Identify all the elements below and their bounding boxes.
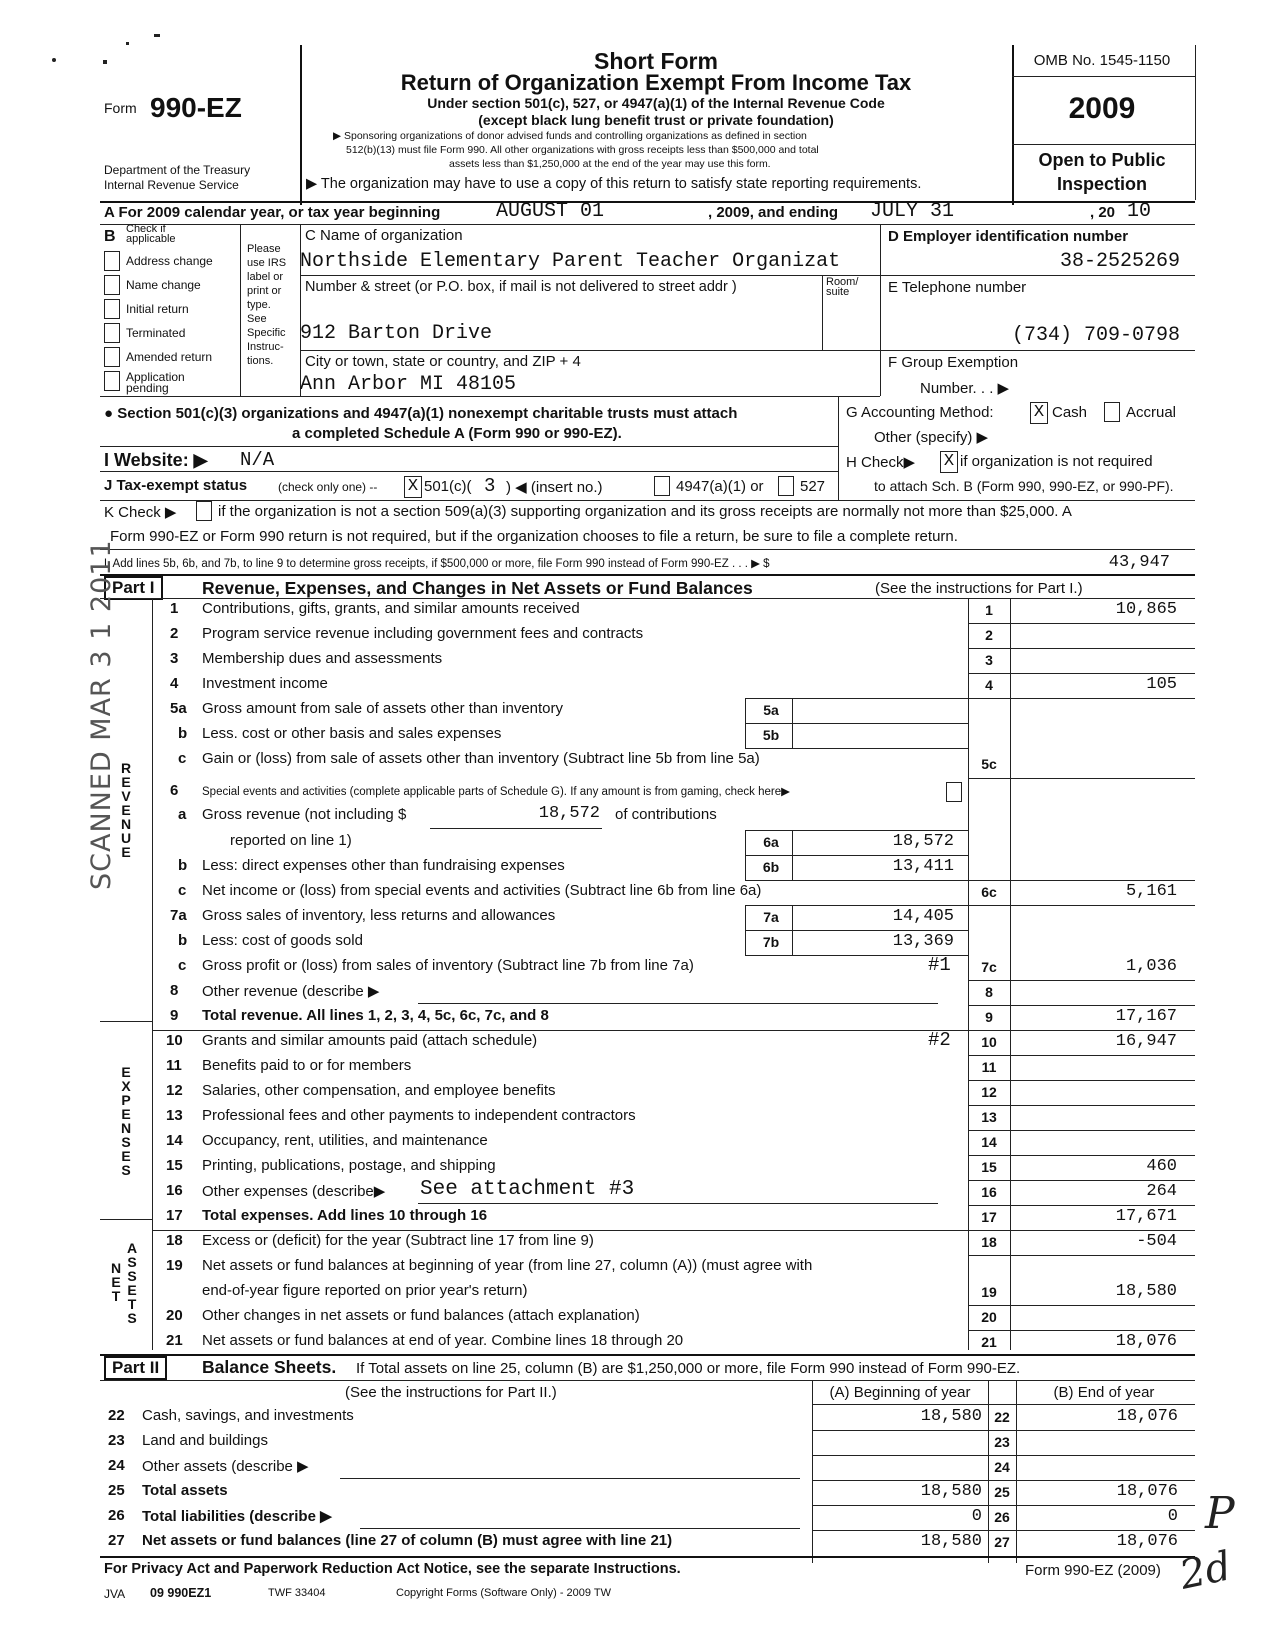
checkbox-amended-return[interactable] <box>104 347 120 367</box>
line-27-col-b[interactable]: 18,076 <box>1116 1532 1178 1551</box>
phone-value[interactable]: (734) 709-0798 <box>1011 324 1180 347</box>
line-16: 16 Other expenses (describe▶ See attachment #3 16 264 <box>166 1178 1177 1201</box>
part1-label: Part I <box>104 576 163 600</box>
checkbox-address-change[interactable] <box>104 251 120 271</box>
line-21-amount[interactable]: 18,076 <box>1115 1332 1177 1351</box>
line-k-checkbox[interactable] <box>196 501 212 521</box>
line-14: 14 Occupancy, rent, utilities, and maintenance 14 <box>166 1132 997 1150</box>
part1-note: (See the instructions for Part I.) <box>875 580 1083 597</box>
line-26-col-a[interactable]: 0 <box>971 1507 982 1526</box>
checkbox-terminated[interactable] <box>104 323 120 343</box>
room-label1: Room/ <box>826 276 859 288</box>
title-under-section: Under section 501(c), 527, or 4947(a)(1) of the Internal Revenue Code <box>427 95 885 111</box>
line-l-text: L Add lines 5b, 6b, and 7b, to line 9 to determine gross receipts, if $500,000 or more, file Form 990 instead of Form 990-EZ . . . ▶ $ <box>104 558 770 570</box>
line-22-col-a[interactable]: 18,580 <box>920 1407 982 1426</box>
col-b-header: (B) End of year <box>1053 1384 1155 1401</box>
line-6: 6 Special events and activities (complete applicable parts of Schedule G). If any amount is from gaming, check here▶ <box>0 782 1272 806</box>
city-label: City or town, state or country, and ZIP + 4 <box>305 353 581 370</box>
check-label-amended-return: Amended return <box>126 350 213 364</box>
line-13: 13 Professional fees and other payments to independent contractors 13 <box>166 1107 997 1125</box>
check-label-terminated: Terminated <box>126 326 186 340</box>
gaming-checkbox[interactable] <box>946 782 962 802</box>
line-7a: 7a Gross sales of inventory, less returns and allowances 7a 14,405 <box>170 907 954 926</box>
line-h-text1: if organization is not required <box>960 453 1153 470</box>
footer-copyright: Copyright Forms (Software Only) - 2009 TW <box>396 1587 611 1599</box>
line-7a-amount[interactable]: 14,405 <box>892 907 954 926</box>
inspection: Inspection <box>1056 174 1147 194</box>
line-5a: 5a Gross amount from sale of assets other than inventory 5a <box>170 700 779 718</box>
line-3: 3 Membership dues and assessments 3 <box>170 650 993 668</box>
scan-speck <box>103 60 107 64</box>
line-4: 4 Investment income 4 105 <box>170 675 1177 694</box>
line-1: 1 Contributions, gifts, grants, and similar amounts received 1 10,865 <box>170 600 1177 619</box>
note-line4: ▶ The organization may have to use a copy of this return to satisfy state reporting requirements. <box>306 176 922 192</box>
line-h-text2: to attach Sch. B (Form 990, 990-EZ, or 990-PF). <box>874 478 1174 494</box>
footer-twf: TWF 33404 <box>268 1587 326 1599</box>
accrual-label: Accrual <box>1126 404 1177 421</box>
ein-label: D Employer identification number <box>888 228 1129 245</box>
line-7b-amount[interactable]: 13,369 <box>892 932 954 951</box>
line-a-year-prefix: , 20 <box>1090 204 1116 221</box>
title-except: (except black lung benefit trust or private foundation) <box>478 112 834 128</box>
line-22: 22 Cash, savings, and investments 18,580 22 18,076 <box>108 1407 1178 1426</box>
side-label-net: NET <box>108 1260 124 1302</box>
line-6b-amount[interactable]: 13,411 <box>892 857 954 876</box>
note-line1: ▶ Sponsoring organizations of donor advised funds and controlling organizations as defined in section <box>333 130 807 142</box>
side-label-expenses: EXPENSES <box>118 1064 134 1176</box>
title-main: Return of Organization Exempt From Income Tax <box>400 70 912 95</box>
line-6a-amount[interactable]: 18,572 <box>892 832 954 851</box>
scan-speck <box>52 58 56 62</box>
dept-line1: Department of the Treasury <box>104 163 251 177</box>
line-18: 18 Excess or (deficit) for the year (Subtract line 17 from line 9) 18 -504 <box>166 1232 1177 1251</box>
part2-instructions: (See the instructions for Part II.) <box>345 1384 557 1401</box>
501c-insert-note: ) ◀ (insert no.) <box>506 479 603 496</box>
line-10: 10 Grants and similar amounts paid (attach schedule) #2 10 16,947 <box>166 1029 1177 1051</box>
line-7c: c Gross profit or (loss) from sales of inventory (Subtract line 7b from line 7a) #1 7c 1,036 <box>178 954 1177 976</box>
line-1-amount[interactable]: 10,865 <box>1115 600 1177 619</box>
line-15-amount[interactable]: 460 <box>1146 1157 1177 1176</box>
line-21: 21 Net assets or fund balances at end of year. Combine lines 18 through 20 21 18,076 <box>166 1332 1177 1351</box>
line-22-col-b[interactable]: 18,076 <box>1116 1407 1178 1426</box>
form-ref-footer: Form 990-EZ (2009) <box>1025 1562 1161 1579</box>
line-17: 17 Total expenses. Add lines 10 through 16 17 17,671 <box>166 1207 1177 1226</box>
open-to-public: Open to Public <box>1038 150 1166 170</box>
line-6a-reported: reported on line 1) 6a 18,572 <box>230 832 954 851</box>
line-16-describe[interactable]: See attachment #3 <box>420 1178 635 1201</box>
website-value[interactable]: N/A <box>240 449 275 471</box>
note-line3: assets less than $1,250,000 at the end of the year may use this form. <box>449 158 771 170</box>
line-27-col-a[interactable]: 18,580 <box>920 1532 982 1551</box>
line-6c: c Net income or (loss) from special events and activities (Subtract line 6b from line 6a) 6c 5,161 <box>178 882 1177 901</box>
website-label: I Website: ▶ <box>104 450 208 470</box>
scan-speck <box>154 34 160 37</box>
city-state-zip[interactable]: Ann Arbor MI 48105 <box>300 373 517 396</box>
part2-note: If Total assets on line 25, column (B) are $1,250,000 or more, file Form 990 instead of Form 990-EZ. <box>356 1360 1021 1377</box>
handwritten-p: P <box>1205 1488 1235 1539</box>
footer-code: 09 990EZ1 <box>150 1586 212 1600</box>
line-k-text2: Form 990-EZ or Form 990 return is not required, but if the organization chooses to file a return, be sure to file a complete return. <box>110 528 958 545</box>
schedule-b-checkbox[interactable]: X <box>940 451 958 473</box>
scan-speck <box>126 42 129 45</box>
line-10-amount[interactable]: 16,947 <box>1115 1032 1177 1051</box>
line-19-amount[interactable]: 18,580 <box>1115 1282 1177 1301</box>
phone-label: E Telephone number <box>888 279 1027 296</box>
accrual-checkbox[interactable] <box>1104 402 1120 422</box>
check-if-header1: Check if <box>126 223 166 235</box>
tax-year-begin[interactable]: AUGUST 01 <box>496 200 605 223</box>
line-6a-contributions[interactable]: 18,572 <box>538 804 600 823</box>
dept-line2: Internal Revenue Service <box>104 178 239 192</box>
part2-label: Part II <box>104 1356 167 1380</box>
check-label-name-change: Name change <box>126 278 201 292</box>
org-name-label: C Name of organization <box>305 227 463 244</box>
omb-number: OMB No. 1545-1150 <box>1033 52 1171 69</box>
line-10-ref: #2 <box>928 1029 951 1051</box>
527-label: 527 <box>800 478 826 495</box>
room-label2: suite <box>826 286 850 298</box>
cash-checkbox[interactable]: X <box>1030 402 1048 424</box>
line-6c-amount[interactable]: 5,161 <box>1125 882 1177 901</box>
line-26-col-b[interactable]: 0 <box>1167 1507 1178 1526</box>
b-label: B <box>104 228 116 245</box>
line-5b: b Less. cost or other basis and sales expenses 5b <box>178 725 780 743</box>
line-7c-ref: #1 <box>928 954 951 976</box>
4947-checkbox[interactable] <box>654 476 670 496</box>
checkbox-application-pending[interactable] <box>104 371 120 391</box>
line-6b: b Less: direct expenses other than fundraising expenses 6b 13,411 <box>178 857 954 876</box>
line-12: 12 Salaries, other compensation, and employee benefits 12 <box>166 1082 997 1100</box>
scanned-stamp: SCANNED MAR 3 1 2011 <box>86 539 117 890</box>
line-25-col-b[interactable]: 18,076 <box>1116 1482 1178 1501</box>
street-address[interactable]: 912 Barton Drive <box>300 322 493 345</box>
line-18-amount[interactable]: -504 <box>1136 1232 1177 1251</box>
footer-jva: JVA <box>104 1587 126 1601</box>
4947-label: 4947(a)(1) or <box>676 478 764 495</box>
title-short-form: Short Form <box>594 48 718 74</box>
part1-title: Revenue, Expenses, and Changes in Net Assets or Fund Balances <box>202 578 753 598</box>
527-checkbox[interactable] <box>778 476 794 496</box>
col-a-header: (A) Beginning of year <box>829 1384 971 1401</box>
line-j-small: (check only one) -- <box>278 480 378 494</box>
side-label-revenue: REVENUE <box>118 760 134 858</box>
line-a-label: A For 2009 calendar year, or tax year beginning <box>104 204 441 221</box>
form-number: 990-EZ <box>150 92 242 123</box>
checkbox-name-change[interactable] <box>104 275 120 295</box>
part2-title: Balance Sheets. <box>202 1357 337 1377</box>
line-25-col-a[interactable]: 18,580 <box>920 1482 982 1501</box>
501c-label: 501(c)( <box>424 478 472 495</box>
group-exemption-number[interactable]: Number. . . ▶ <box>920 380 1010 397</box>
section-501-line1: ● Section 501(c)(3) organizations and 4947(a)(1) nonexempt charitable trusts must attach <box>104 405 738 422</box>
side-label-assets: ASSETS <box>124 1240 140 1324</box>
line-23: 23 Land and buildings 23 <box>108 1432 1010 1450</box>
other-method-label[interactable]: Other (specify) ▶ <box>874 429 989 446</box>
check-if-header2: applicable <box>126 233 176 245</box>
line-h-label: H Check▶ <box>846 454 916 471</box>
line-17-amount[interactable]: 17,671 <box>1115 1207 1177 1226</box>
org-name[interactable]: Northside Elementary Parent Teacher Organizat <box>300 250 841 273</box>
line-20: 20 Other changes in net assets or fund balances (attach explanation) 20 <box>166 1307 997 1325</box>
line-19: 19 Net assets or fund balances at beginning of year (from line 27, column (A)) (must agree with <box>166 1257 813 1274</box>
line-8: 8 Other revenue (describe ▶ 8 <box>170 982 993 1000</box>
line-7c-amount[interactable]: 1,036 <box>1125 957 1177 976</box>
check-label-application-pending: Application pending <box>126 370 185 395</box>
section-501-line2: a completed Schedule A (Form 990 or 990-EZ). <box>292 425 622 442</box>
group-exemption-label: F Group Exemption <box>888 354 1019 371</box>
line-9: 9 Total revenue. All lines 1, 2, 3, 4, 5c, 6c, 7c, and 8 9 17,167 <box>170 1007 1177 1026</box>
street-label: Number & street (or P.O. box, if mail is not delivered to street addr ) <box>305 279 737 295</box>
tax-year: 2009 <box>1068 92 1136 125</box>
privacy-notice: For Privacy Act and Paperwork Reduction Act Notice, see the separate Instructions. <box>104 1561 681 1577</box>
accounting-method-label: G Accounting Method: <box>846 404 994 421</box>
handwritten-code: 2d <box>1175 1543 1236 1599</box>
line-27: 27 Net assets or fund balances (line 27 of column (B) must agree with line 21) 18,580 27 18,076 <box>108 1532 1178 1551</box>
line-9-amount[interactable]: 17,167 <box>1115 1007 1177 1026</box>
line-16-amount[interactable]: 264 <box>1146 1182 1177 1201</box>
line-24: 24 Other assets (describe ▶ 24 <box>108 1457 1010 1475</box>
check-label-initial-return: Initial return <box>126 302 189 316</box>
cash-label: Cash <box>1052 404 1088 421</box>
line-j-label: J Tax-exempt status <box>104 477 248 494</box>
checkbox-initial-return[interactable] <box>104 299 120 319</box>
501c-number[interactable]: 3 <box>484 475 496 497</box>
gross-receipts-value[interactable]: 43,947 <box>1108 553 1170 572</box>
line-19-cont: end-of-year figure reported on prior year's return) 19 18,580 <box>202 1282 1177 1301</box>
form-prefix: Form <box>104 100 137 116</box>
line-7b: b Less: cost of goods sold 7b 13,369 <box>178 932 954 951</box>
line-25: 25 Total assets 18,580 25 18,076 <box>108 1482 1178 1501</box>
line-4-amount[interactable]: 105 <box>1146 675 1177 694</box>
501c-checkbox[interactable]: X <box>404 476 422 498</box>
check-label-address-change: Address change <box>126 254 213 268</box>
ein-value[interactable]: 38-2525269 <box>1059 250 1180 273</box>
line-a-mid: , 2009, and ending <box>708 204 839 221</box>
tax-year-end[interactable]: JULY 31 <box>870 200 955 223</box>
line-6a: a Gross revenue (not including $ 18,572 of contributions <box>178 804 717 823</box>
tax-year-end-year[interactable]: 10 <box>1127 200 1152 223</box>
line-k-label: K Check ▶ <box>104 504 177 521</box>
line-5c: c Gain or (loss) from sale of assets other than inventory (Subtract line 5b from line 5a) 5c <box>178 750 997 772</box>
line-k-text1: if the organization is not a section 509(a)(3) supporting organization and its gross receipts are normally not more than $25,000. A <box>218 503 1072 520</box>
note-line2: 512(b)(13) must file Form 990. All other organizations with gross receipts less than $500,000 and total <box>346 144 819 156</box>
line-15: 15 Printing, publications, postage, and shipping 15 460 <box>166 1157 1177 1176</box>
line-26: 26 Total liabilities (describe ▶ 0 26 0 <box>108 1507 1178 1526</box>
line-11: 11 Benefits paid to or for members 11 <box>166 1057 997 1075</box>
line-2: 2 Program service revenue including government fees and contracts 2 <box>170 625 993 643</box>
